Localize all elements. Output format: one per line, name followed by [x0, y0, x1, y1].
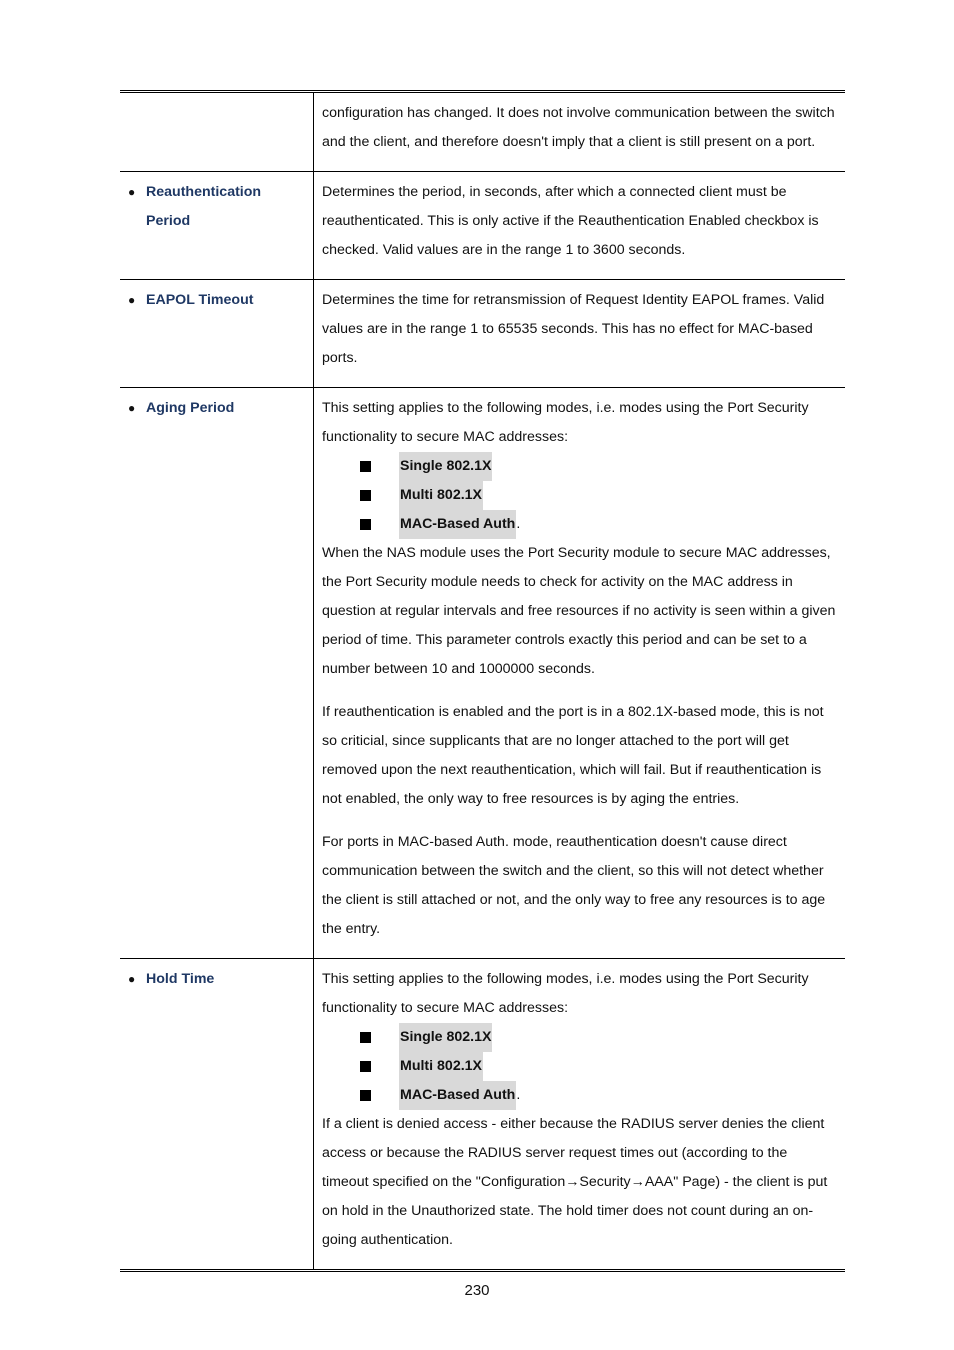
page-number: 230 — [464, 1282, 490, 1299]
param-cell — [120, 388, 314, 959]
param-item — [128, 394, 305, 423]
description-text: Determines the time for retransmission of Request Identity EAPOL frames. Valid values are in the range 1 to 65535 seconds. This has no effect for MAC-based ports. — [322, 292, 825, 366]
list-item — [360, 1023, 837, 1052]
mode-label: Multi 802.1X — [399, 481, 483, 510]
desc-cell — [314, 280, 846, 388]
mode-list — [322, 1023, 837, 1110]
param-cell — [120, 280, 314, 388]
square-bullet-icon — [360, 1061, 371, 1072]
parameter-table — [120, 90, 845, 1272]
square-bullet-icon — [360, 519, 371, 530]
bullet-icon: ● — [128, 293, 136, 307]
table-row — [120, 172, 845, 280]
param-label-eapol-timeout: EAPOL Timeout — [146, 292, 254, 308]
list-item — [360, 1052, 837, 1081]
param-label-hold-time: Hold Time — [146, 971, 215, 987]
table-row — [120, 92, 845, 172]
description-intro: This setting applies to the following modes, i.e. modes using the Port Security functionality to secure MAC addresses: — [322, 400, 809, 445]
desc-cell — [314, 92, 846, 172]
description-text: If reauthentication is enabled and the port is in a 802.1X-based mode, this is not so criticial, since supplicants that are no longer attached to the port will get removed upon the next reauthentication, which will fail. But if reauthentication is not enabled, the only way to free resources is by aging the entries. — [322, 704, 824, 807]
mode-list-end: . — [516, 516, 521, 532]
description-text: When the NAS module uses the Port Security module to secure MAC addresses, the Port Security module needs to check for activity on the MAC address in question at regular intervals and free resources if no activity is seen within a given period of time. This parameter controls exactly this period and can be set to a number between 10 and 1000000 seconds. — [322, 545, 836, 677]
param-item — [128, 286, 305, 315]
param-cell — [120, 92, 314, 172]
bullet-icon: ● — [128, 401, 136, 415]
list-item — [360, 510, 837, 539]
desc-cell — [314, 959, 846, 1271]
description-text: configuration has changed. It does not involve communication between the switch and the client, and therefore doesn't imply that a client is still present on a port. — [322, 105, 835, 150]
param-item — [128, 178, 305, 236]
desc-cell — [314, 172, 846, 280]
mode-list — [322, 452, 837, 539]
bullet-icon: ● — [128, 185, 136, 199]
table-row — [120, 280, 845, 388]
param-cell — [120, 172, 314, 280]
square-bullet-icon — [360, 490, 371, 501]
param-item — [128, 965, 305, 994]
mode-label: Multi 802.1X — [399, 1052, 483, 1081]
description-text: Determines the period, in seconds, after which a connected client must be reauthenticated. This is only active if the Reauthentication Enabled checkbox is checked. Valid values are in the range 1 to 3600 seconds. — [322, 184, 819, 258]
description-text: For ports in MAC-based Auth. mode, reauthentication doesn't cause direct communication between the switch and the client, so this will not detect whether the client is still attached or not, and the only way to free any resources is to age the entry. — [322, 834, 826, 937]
mode-label: MAC-Based Auth — [399, 1081, 516, 1110]
param-label-aging-period: Aging Period — [146, 400, 235, 416]
table-row — [120, 959, 845, 1271]
list-item — [360, 452, 837, 481]
square-bullet-icon — [360, 1032, 371, 1043]
list-item — [360, 1081, 837, 1110]
param-cell — [120, 959, 314, 1271]
mode-list-end: . — [516, 1087, 521, 1103]
mode-label: Single 802.1X — [399, 1023, 492, 1052]
square-bullet-icon — [360, 461, 371, 472]
description-text: If a client is denied access - either because the RADIUS server denies the client access or because the RADIUS server request times out (according to the timeout specified on the "Configuration→Security→AAA" Page) - the client is put on hold in the Unauthorized state. The hold timer does not count during an on-going authentication. — [322, 1116, 828, 1248]
param-label-reauthentication-period: Reauthentication Period — [146, 184, 262, 229]
list-item — [360, 481, 837, 510]
mode-label: Single 802.1X — [399, 452, 492, 481]
table-row — [120, 388, 845, 959]
desc-cell — [314, 388, 846, 959]
mode-label: MAC-Based Auth — [399, 510, 516, 539]
description-intro: This setting applies to the following modes, i.e. modes using the Port Security functionality to secure MAC addresses: — [322, 971, 809, 1016]
bullet-icon: ● — [128, 972, 136, 986]
square-bullet-icon — [360, 1090, 371, 1101]
